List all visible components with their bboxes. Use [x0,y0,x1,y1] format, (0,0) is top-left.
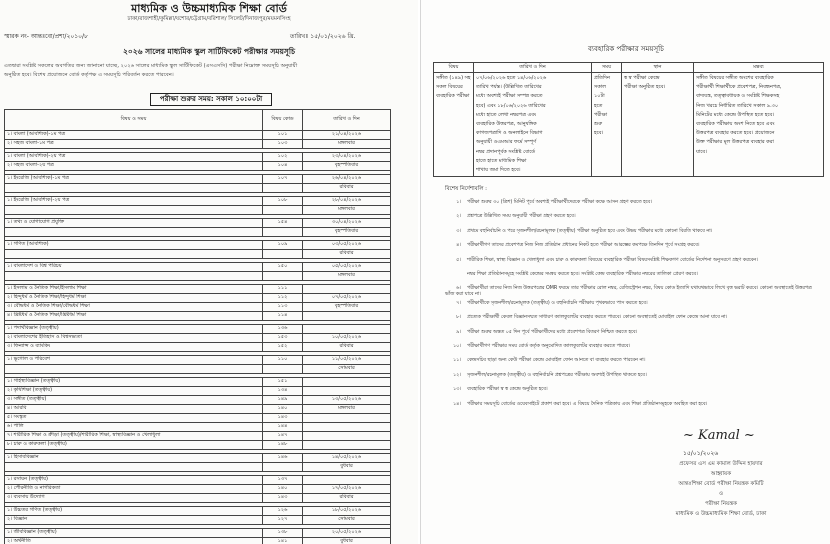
note-item [445,358,815,364]
date-cell [303,312,391,321]
subject-cell: ৮। চারু ও কারুকলা (তত্ত্বীয়) [5,441,263,450]
table-row [5,303,391,312]
practical-title: ব্যবহারিক পরীক্ষার সময়সূচি [588,45,664,53]
date-cell: সোমবার [303,365,391,374]
table-row [5,441,391,450]
code-cell: ১৩৭ [263,476,303,485]
date-cell: বৃহস্পতিবার [303,303,391,312]
subject-cell: ১। গার্হস্থ্যবিজ্ঞান (তত্ত্বীয়) [5,378,263,387]
practical-row [434,73,824,177]
code-cell: ১০২ [263,153,303,162]
code-cell: ১০৭ [263,175,303,184]
table-row [5,294,391,303]
date-cell: মঙ্গলবার [303,405,391,414]
code-cell: ১৪৯ [263,396,303,405]
signatory-name: প্রফেসর এস এম কামাল উদ্দিন হায়দার [679,461,763,467]
cell-line: যাবে। [696,148,707,155]
issue-date: তারিখঃ ১৫/০১/২০২৬ খ্রি. [290,33,356,40]
date-cell: রবিবার [303,250,391,259]
note-number: ৭। [456,300,461,306]
code-cell: ১০৪ [263,162,303,171]
practical-subject-cell [434,73,474,177]
note-text: প্রথমে বহুনির্বাচনি ও পরে সৃজনশীল/রচনামূলক (তত্ত্বীয়) পরীক্ষা অনুষ্ঠিত হবে এবং উভয় পরীক্ষার মধ্যে কোনো বিরতি থাকবে না। [467,228,713,234]
note-text: পরীক্ষা শুরুর ৩০ (ত্রিশ) মিনিট পূর্বে অবশ্যই পরীক্ষার্থীদেরকে পরীক্ষা কক্ষে আসন গ্রহণ করতে হবে। [467,200,652,205]
code-cell: ১২৭ [263,516,303,525]
date-cell: বুধবার [303,538,391,544]
subject-cell: ৫। সংস্কৃত [5,414,263,423]
subject-cell: ৪। আরবি [5,405,263,414]
table-row [5,529,391,538]
note-number: ৪। [456,243,461,249]
code-cell: ১১৪ [263,312,303,321]
signatory-line: মাধ্যমিক ও উচ্চমাধ্যমিক শিক্ষা বোর্ড, ঢাকা [675,511,767,517]
table-row [5,131,391,140]
date-cell [303,423,391,432]
note-text: সৃজনশীল/রচনামূলক (তত্ত্বীয়) ও বহুনির্বাচনি প্রশ্নপত্রের পরীক্ষায় অবশ্যই উপস্থিত থাকতে হবে। [467,372,647,378]
subject-cell [5,365,263,374]
cell-line: হবে) এবং ১৮/০৬/২০২৬ তারিখের [476,102,546,109]
cell-line: পরীক্ষার্থী শিক্ষার্থীকে প্রবেশপত্র, নিবন্ধনপত্র, [696,84,782,91]
code-cell: ১৫১ [263,378,303,387]
code-cell: ১৩৬ [263,325,303,334]
subject-cell: ১। জীববিজ্ঞান (তত্ত্বীয়) [5,529,263,538]
cell-line: ১০টা [594,93,605,100]
board-address: ঢাকা/রাজশাহী/কুমিল্লা/যশোর/চট্টগ্রাম/বরিশাল/ সিলেট/দিনাজপুর/ময়মনসিংহ [127,16,291,22]
subject-cell: ১। বাংলা (আবশ্যিক)-২য় পত্র [5,153,263,162]
date-cell [303,414,391,423]
date-cell: রবিবার [303,184,391,193]
note-text: নম্বর শিক্ষা প্রতিষ্ঠানসমূহে সংশ্লিষ্ট কেন্দ্রের সমন্বয় করতে হবে। সংশ্লিষ্ট কেন্দ্র ব্যবহারিক পরীক্ষার নম্বরের তালিকা প্রেরণ করবে। [467,272,698,277]
note-item [445,402,815,408]
note-number: ১৩। [453,387,461,393]
date-cell: ১১/০৫/২০২৬ [303,356,391,365]
cell-line: সকল বিষয়ের [436,84,463,91]
code-cell: ১৪৮ [263,441,303,450]
subject-cell: ৬। পালি [5,423,263,432]
table-row [5,263,391,272]
date-cell: বৃহস্পতিবার [303,162,391,171]
table-row [5,494,391,503]
note-text: পরীক্ষার্থীগণ পরীক্ষার সময় বোর্ড কর্তৃক অনুমোদিত ক্যালকুলেটর ব্যবহার করতে পারবে। [467,344,631,349]
date-cell: ১৮/০৫/২০২৬ [303,507,391,516]
cell-line: হাতে হাতে মাধ্যমিক শিক্ষা [476,157,527,164]
subject-cell: ২। পৌরনীতি ও নাগরিকতা [5,485,263,494]
date-cell: রবিবার [303,494,391,503]
code-cell: ১১১ [263,285,303,294]
table-row [5,476,391,485]
table-row [5,325,391,334]
subject-cell: ৪। খ্রিষ্টধর্ম ও নৈতিক শিক্ষা/খ্রিষ্টধর্ম শিক্ষা [5,312,263,321]
date-cell [303,432,391,441]
cell-line: ব্যবহারিক উত্তরপত্র, আনুষঙ্গিক [476,121,537,128]
date-cell: বৃহস্পতিবার [303,228,391,237]
code-cell: ১৪০ [263,485,303,494]
note-item [445,286,815,298]
practical-remark-cell [694,73,824,177]
table-row [5,423,391,432]
table-row [5,414,391,423]
cell-line: শাখায় জমা দিতে হবে। [476,167,521,174]
subject-cell [5,250,263,259]
date-cell [303,441,391,450]
subject-cell: ৩। ফিন্যান্স ও ব্যাংকিং [5,343,263,352]
header-date: তারিখ ও দিন [303,110,391,131]
note-number: ১২। [453,372,461,378]
subject-cell: ১। উচ্চতর গণিত (তত্ত্বীয়) [5,507,263,516]
table-row [5,312,391,321]
date-cell: ০৫/০৫/২০২৬ [303,263,391,272]
subject-cell [5,463,263,472]
cell-line: পরীক্ষা অনুষ্ঠিত হবে। [624,84,666,91]
note-text: পরীক্ষার্থীগণ তাদের প্রবেশপত্র নিজ নিজ প্রতিষ্ঠান প্রধানের নিকট হতে পরীক্ষা আরম্ভের কমপক্ষে তিনদিন পূর্বে সংগ্রহ করবে। [467,243,700,249]
note-number: ১৪। [453,401,461,407]
subject-cell: ২। কৃষিশিক্ষা (তত্ত্বীয়) [5,387,263,396]
note-item [445,200,815,206]
subject-cell: ২। বিজ্ঞান [5,516,263,525]
table-row [5,219,391,228]
date-cell: ০৩/০৫/২০২৬ [303,241,391,250]
cell-line: শুরু [594,121,603,128]
cell-line: নম্বর প্রদানপূর্বক সংশ্লিষ্ট বোর্ডে [476,148,536,155]
subject-cell [5,228,263,237]
cell-line: প্রতিদিন [594,75,610,81]
table-row [5,197,391,206]
note-item [445,330,815,336]
practical-header-subject: বিষয় [434,63,474,73]
note-item [445,243,815,249]
subject-cell: ১। হিসাববিজ্ঞান [5,454,263,463]
cell-line: মধ্যে হাতে লেখা নম্বরপত্র এবং [476,111,537,118]
signatory-line: আন্তঃশিক্ষা বোর্ড পরীক্ষা নিয়ন্ত্রক কমিটি [678,481,764,487]
code-cell: ১১২ [263,294,303,303]
board-title: মাধ্যমিক ও উচ্চমাধ্যমিক শিক্ষা বোর্ড [131,2,287,15]
subject-cell: ১। ইংরেজি (আবশ্যিক)-১ম পত্র [5,175,263,184]
subject-cell: ১। তথ্য ও যোগাযোগ প্রযুক্তি [5,219,263,228]
practical-header-place: স্থান [622,63,694,73]
table-row [5,206,391,215]
table-row [5,387,391,396]
table-row [5,334,391,343]
cell-line: ব্যবহারিক পরীক্ষা [436,93,470,100]
table-row [5,272,391,281]
subject-cell: ১। বাংলাদেশ ও বিশ্ব পরিচয় [5,263,263,272]
date-cell: ২০/০৫/২০২৬ [303,529,391,538]
code-cell: ১৪৭ [263,432,303,441]
date-cell: রবিবার [303,343,391,352]
date-cell: ২১/০৪/২০২৬ [303,131,391,140]
date-cell: ০৭/০৫/২০২৬ [303,294,391,303]
note-number: ৮। [456,315,461,321]
subject-cell: ৩। ব্যবসায় উদ্যোগ [5,494,263,503]
notes-heading: বিশেষ নির্দেশাবলি : [445,186,488,192]
code-cell: ১৪৩ [263,494,303,503]
note-text: পরীক্ষার্থীরা তাদের নিজ নিজ উত্তরপত্রের OMR ফরমে তার পরীক্ষার রোল নম্বর, রেজিস্ট্রেশন নম্বর, বিষয় কোড ইত্যাদি যথাযথভাবে লিখে বৃত্ত ভরাট করবে। কোনো অবস্থাতেই উত্তরপত্র ভাঁজ করা যাবে না। [445,286,812,298]
date-cell [303,387,391,396]
date-cell: ২৮/০৪/২০২৬ [303,197,391,206]
code-cell: ১৪০ [263,405,303,414]
subject-cell: ৭। শারীরিক শিক্ষা ও ক্রীড়া (তত্ত্বীয়)/শারীরিক শিক্ষা, স্বাস্থ্যবিজ্ঞান ও খেলাধুলা [5,432,263,441]
subject-cell: ১। ভূগোল ও পরিবেশ [5,356,263,365]
table-row [5,396,391,405]
cell-line: পরীক্ষা [594,111,608,118]
subject-cell: ২। বাংলাদেশের ইতিহাস ও বিশ্বসভ্যতা [5,334,263,343]
note-text: শারীরিক শিক্ষা, স্বাস্থ্য বিজ্ঞান ও খেলাধুলা এবং চারু ও কারুকলা বিষয়ের ব্যবহারিক পরীক্ষা বিষয়সংশ্লিষ্ট শিক্ষকগণ বোর্ডের নির্দেশনা অনুসরণে গ্রহণ করবেন। [467,257,758,263]
date-cell: ২৩/০৪/২০২৬ [303,153,391,162]
note-item [445,258,815,264]
note-text: ব্যবহারিক পরীক্ষা স্ব স্ব কেন্দ্রে অনুষ্ঠিত হবে। [467,387,548,393]
intro-line-2: অনুষ্ঠিত হবে। বিশেষ প্রয়োজনে বোর্ড কর্তৃপক্ষ এ সময়সূচি পরিবর্তন করতে পারবেন। [4,72,174,78]
start-time-banner: পরীক্ষা শুরুর সময়: সকাল ১০:০০টা [150,93,272,106]
practical-header-date: তারিখ ও দিন [474,63,592,73]
cell-line: উক্ত পরীক্ষার মূল উত্তরপত্র ব্যবহার করা [696,139,774,146]
cell-line: হবে। [594,130,604,137]
date-cell: ১৩/০৫/২০২৬ [303,396,391,405]
subject-cell: ১। ইসলাম ও নৈতিক শিক্ষা/ইসলাম শিক্ষা [5,285,263,294]
subject-cell: ২। সহজ বাংলা-২য় পত্র [5,162,263,171]
table-row [5,507,391,516]
table-row [5,463,391,472]
note-number: ২। [456,214,461,220]
subject-cell [5,206,263,215]
date-cell [303,476,391,485]
table-row [5,285,391,294]
code-cell: ১৪৪ [263,423,303,432]
practical-header-remark: মন্তব্য [694,63,824,73]
header-subject: বিষয় ও সময় [5,110,263,131]
note-number: ৬। [456,286,461,292]
date-cell: ১০/০৫/২০২৬ [303,334,391,343]
code-cell: ১০৩ [263,140,303,149]
date-cell: ৩০/০৪/২০২৬ [303,219,391,228]
table-row [5,485,391,494]
note-text: পরীক্ষার্থীকে সৃজনশীল/রচনামূলক (তত্ত্বীয়) ও বহুনির্বাচনি পরীক্ষায় পৃথকভাবে পাস করতে হবে। [467,300,648,306]
table-row [5,365,391,374]
signatory-line: ও [718,491,724,497]
code-cell: ১১৩ [263,303,303,312]
code-cell [263,272,303,281]
subject-cell [5,184,263,193]
code-cell: ১১০ [263,356,303,365]
cell-line: নিজ খরচে নির্ধারিত তারিখে সকাল ৯.৩০ [696,102,779,109]
cell-line: সকাল [594,84,606,91]
code-cell: ১২৬ [263,507,303,516]
subject-cell: ১। ইংরেজি (আবশ্যিক)-২য় পত্র [5,197,263,206]
practical-table [433,62,824,177]
note-item [445,344,815,350]
table-row [5,454,391,463]
cell-line: মধ্যে অবশ্যই পরীক্ষা সম্পন্ন করতে [476,93,543,100]
table-row [5,162,391,171]
date-cell: মঙ্গলবার [303,272,391,281]
cell-line: সঙ্গীত বিষয়ের সঙ্গীত অংশের ব্যবহারিক [696,75,774,81]
table-row [5,153,391,162]
code-cell [263,206,303,215]
cell-line: উত্তরপত্র ব্যবহার করতে হবে। প্রয়োজনে [696,130,775,137]
subject-cell: ৩। বৌদ্ধধর্ম ও নৈতিক শিক্ষা/বৌদ্ধধর্ম শিক্ষা [5,303,263,312]
table-row [5,405,391,414]
table-row [5,241,391,250]
cell-line: হতে [594,102,603,109]
date-cell [303,285,391,294]
date-cell: সোমবার [303,516,391,525]
note-number: ৫। [456,257,461,263]
code-cell [263,463,303,472]
code-cell: ১৪৩ [263,414,303,423]
note-item [445,272,815,278]
code-cell: ১০১ [263,131,303,140]
memo-number: স্মারক নং- আন্তঃবো/প্রশা/২০১০/৮ [4,33,88,40]
code-cell: ১০৮ [263,197,303,206]
code-cell [263,250,303,259]
header-code: বিষয় কোড [263,110,303,131]
note-number: ৯। [456,329,461,335]
practical-place-cell [622,73,694,177]
note-text: পরীক্ষার সময়সূচি বোর্ডের ওয়েবসাইটে প্রকাশ করা হবে। এ বিষয়ে দৈনিক পত্রিকায় এবং শিক্ষা প্রতিষ্ঠানসমূহকে অবহিত করা হবে। [467,401,708,407]
subject-cell: ২। অর্থনীতি [5,538,263,544]
note-number: ১০। [453,344,461,349]
cell-line: স্ব স্ব পরীক্ষা কেন্দ্রে [624,75,660,81]
subject-cell: ১। পদার্থবিজ্ঞান (তত্ত্বীয়) [5,325,263,334]
cell-line: সঙ্গীত (১৪৯) সহ [436,75,471,81]
subject-cell: ১। রসায়ন (তত্ত্বীয়) [5,476,263,485]
subject-cell: ১। গণিত (আবশ্যিক) [5,241,263,250]
table-row [5,432,391,441]
date-cell: ২৬/০৪/২০২৬ [303,175,391,184]
note-item [445,229,815,235]
signatory-line: পরীক্ষা নিয়ন্ত্রক [705,501,737,507]
table-row [5,184,391,193]
subject-cell: ২। হিন্দুধর্ম ও নৈতিক শিক্ষা/হিন্দুধর্ম শিক্ষা [5,294,263,303]
practical-header-row [434,63,824,73]
cell-line: কাগজপত্রাদি ও অনলাইনে বিভাগ [476,130,543,137]
cell-line: তারিখ পর্যন্ত। (উল্লিখিত তারিখের [476,84,542,91]
date-cell: মঙ্গলবার [303,206,391,215]
exam-schedule-table [4,109,391,544]
code-cell: ১৫৪ [263,219,303,228]
date-cell: বুধবার [303,463,391,472]
code-cell: ১৪১ [263,538,303,544]
date-cell: ১৭/০৫/২০২৬ [303,485,391,494]
note-text: প্রশ্নপত্রে উল্লিখিত সময় অনুযায়ী পরীক্ষা গ্রহণ করতে হবে। [467,214,576,220]
note-number: ১। [456,200,461,205]
table-row [5,343,391,352]
cell-line: মিনিটের মধ্যে কেন্দ্রে উপস্থিত হতে হবে। [696,111,775,118]
subject-cell: ১। বাংলা (আবশ্যিক)-১ম পত্র [5,131,263,140]
date-cell [303,378,391,387]
note-item [445,301,815,307]
code-cell: ১৩৪ [263,387,303,396]
right-page [420,0,830,544]
date-cell [303,325,391,334]
signature-date: ১৫/০১/২০২৬ [683,450,719,457]
note-text: প্রত্যেক পরীক্ষার্থী কেবল বিজ্ঞানসম্মত সাধারণ ক্যালকুলেটর ব্যবহার করতে পারবে। কোনো অবস্থাতেই মোবাইল ফোন কেন্দ্রে আনা যাবে না। [467,315,728,321]
practical-date-cell [474,73,592,177]
subject-cell: ২। সহজ বাংলা-১ম পত্র [5,140,263,149]
date-cell: মঙ্গলবার [303,140,391,149]
subject-cell [5,272,263,281]
table-row [5,516,391,525]
table-row [5,228,391,237]
note-item [445,373,815,379]
table-row [5,356,391,365]
code-cell [263,228,303,237]
code-cell [263,184,303,193]
code-cell: ১৫৩ [263,334,303,343]
note-item [445,387,815,393]
table-header-row [5,110,391,131]
note-item [445,214,815,220]
code-cell [263,365,303,374]
note-text: কেন্দ্রসচিব ছাড়া অন্য কেউ পরীক্ষা কেন্দ্রে মোবাইল ফোন আনতে বা ব্যবহার করতে পারবেন না। [467,358,646,364]
table-row [5,140,391,149]
note-number: ৩। [456,228,461,234]
cell-line: ০৭/০৬/২০২৬ হতে ১৪/০৬/২০২৬ [476,75,547,81]
note-text: পরীক্ষা শুরুর অন্তত ০৫ দিন পূর্বে পরীক্ষার্থীদের মধ্যে প্রবেশপত্র বিতরণ নিশ্চিত করতে হবে। [467,329,638,335]
cell-line: অনুযায়ী ওএমআর ফর্মে সম্পূর্ণ [476,139,537,146]
schedule-title: ২০২৬ সালের মাধ্যমিক স্কুল সার্টিফিকেট পরীক্ষার সময়সূচি [122,47,296,56]
code-cell: ১০৯ [263,241,303,250]
table-row [5,378,391,387]
signatory-line: আহ্বায়ক [710,471,732,477]
code-cell: ১৩৮ [263,529,303,538]
code-cell: ১৫০ [263,263,303,272]
cell-line: ব্যবহারিক পরীক্ষায় অংশ নিতে হবে এবং [696,121,775,128]
practical-header-time: সময় [592,63,622,73]
code-cell: ১৪৬ [263,454,303,463]
handwritten-signature: ~ Kamal ~ [683,428,755,443]
subject-cell: ৩। সঙ্গীত (তত্ত্বীয়) [5,396,263,405]
date-cell: ১৪/০৫/২০২৬ [303,454,391,463]
practical-time-cell [592,73,622,177]
code-cell: ১৫২ [263,343,303,352]
table-row [5,538,391,544]
intro-line-1: এতদ্বারা সংশ্লিষ্ট সকলের অবগতির জন্য জানানো যাচ্ছে, ২০২৬ সালের মাধ্যমিক স্কুল সার্টিফিকেট (এসএসসি) পরীক্ষা নিম্নোক্ত সময়সূচি অনুযায়ী [4,63,298,69]
table-row [5,175,391,184]
note-number: ১১। [453,358,461,364]
cell-line: বাদ্যযন্ত্র, তত্ত্বাবধায়ক ও সংশ্লিষ্ট শিক্ষকসহ [696,93,780,100]
note-item [445,315,815,321]
table-row [5,250,391,259]
